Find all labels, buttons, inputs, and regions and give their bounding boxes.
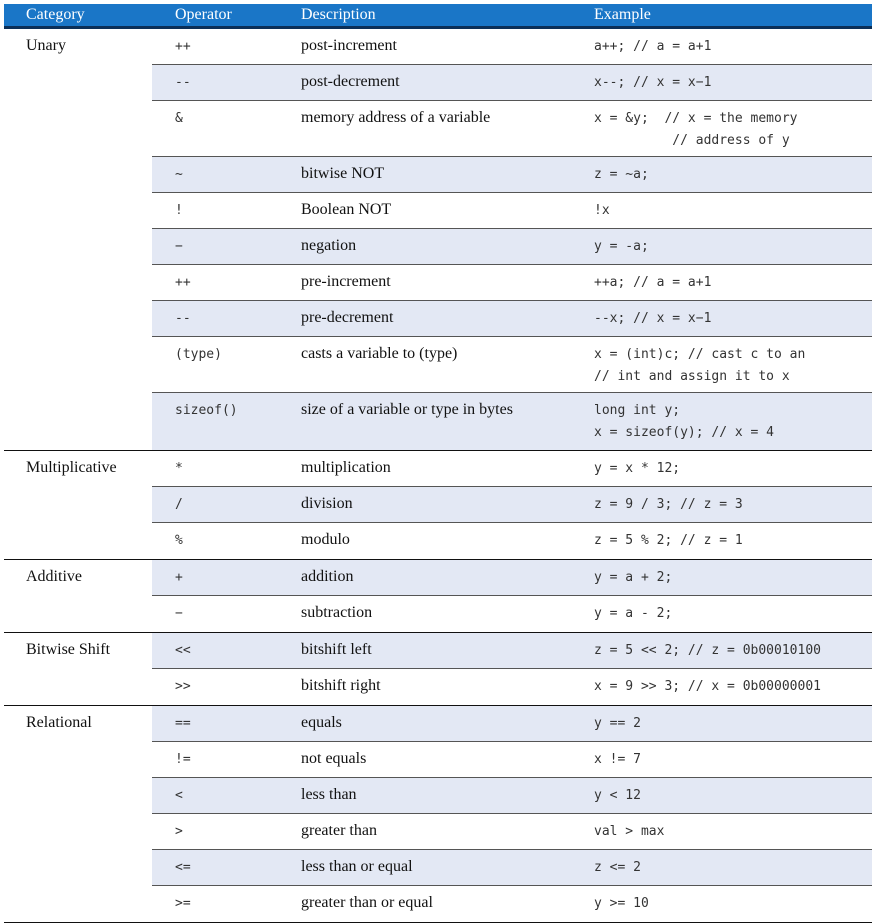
description-cell: greater than or equal	[301, 894, 433, 911]
example-cell: y >= 10	[594, 896, 649, 911]
header-example: Example	[594, 6, 651, 23]
example-cell: --x; // x = x−1	[594, 311, 712, 326]
table-header	[4, 4, 872, 29]
description-cell: post-decrement	[301, 73, 400, 90]
header-operator: Operator	[175, 6, 232, 23]
example-cell: long int y; x = sizeof(y); // x = 4	[594, 403, 775, 440]
operator-cell: &	[175, 111, 183, 126]
description-cell: addition	[301, 568, 354, 585]
example-cell: a++; // a = a+1	[594, 39, 712, 54]
table-row	[152, 229, 872, 265]
table-row	[152, 101, 872, 157]
description-cell: size of a variable or type in bytes	[301, 401, 513, 418]
operator-cell: −	[175, 606, 183, 621]
table-row	[152, 487, 872, 523]
operator-cell: ++	[175, 275, 191, 290]
category-group	[4, 706, 872, 923]
table-row	[152, 451, 872, 487]
description-cell: equals	[301, 714, 342, 731]
description-cell: negation	[301, 237, 357, 254]
description-cell: Boolean NOT	[301, 201, 392, 218]
example-cell: z = 5 % 2; // z = 1	[594, 533, 743, 548]
example-cell: ++a; // a = a+1	[594, 275, 712, 290]
operator-cell: >>	[175, 679, 191, 694]
category-label: Relational	[26, 714, 92, 731]
operator-cell: *	[175, 461, 183, 476]
description-cell: modulo	[301, 531, 350, 548]
example-cell: x = &y; // x = the memory // address of y	[594, 111, 798, 148]
table-row	[152, 560, 872, 596]
example-cell: val > max	[594, 824, 665, 839]
category-group	[4, 633, 872, 706]
table-row	[152, 850, 872, 886]
description-cell: bitshift left	[301, 641, 372, 658]
operator-cell: >=	[175, 896, 191, 911]
example-cell: x--; // x = x−1	[594, 75, 712, 90]
table-row	[152, 886, 872, 922]
example-cell: y == 2	[594, 716, 641, 731]
table-row	[152, 157, 872, 193]
example-cell: y = a - 2;	[594, 606, 673, 621]
operator-cell: ~	[175, 167, 183, 182]
table-row	[152, 337, 872, 393]
operator-cell: /	[175, 497, 183, 512]
table-row	[152, 65, 872, 101]
description-cell: multiplication	[301, 459, 391, 476]
category-label: Additive	[26, 568, 82, 585]
table-row	[152, 523, 872, 559]
category-group	[4, 29, 872, 451]
category-label: Multiplicative	[26, 459, 117, 476]
description-cell: bitshift right	[301, 677, 381, 694]
operator-cell: !=	[175, 752, 191, 767]
description-cell: pre-decrement	[301, 309, 394, 326]
example-cell: z = ~a;	[594, 167, 649, 182]
example-cell: y < 12	[594, 788, 641, 803]
operator-cell: ==	[175, 716, 191, 731]
operator-cell: sizeof()	[175, 403, 238, 418]
operator-cell: <<	[175, 643, 191, 658]
description-cell: bitwise NOT	[301, 165, 385, 182]
operator-cell: >	[175, 824, 183, 839]
table-row	[152, 778, 872, 814]
description-cell: pre-increment	[301, 273, 391, 290]
operator-cell: (type)	[175, 347, 222, 362]
operator-cell: ++	[175, 39, 191, 54]
operator-cell: %	[175, 533, 183, 548]
example-cell: x = 9 >> 3; // x = 0b00000001	[594, 679, 821, 694]
description-cell: less than	[301, 786, 357, 803]
operator-cell: --	[175, 311, 191, 326]
table-row	[152, 669, 872, 705]
table-row	[152, 742, 872, 778]
table-row	[152, 265, 872, 301]
header-description: Description	[301, 6, 376, 23]
table-row	[152, 301, 872, 337]
description-cell: greater than	[301, 822, 377, 839]
operator-table	[4, 4, 872, 923]
operator-cell: --	[175, 75, 191, 90]
example-cell: y = -a;	[594, 239, 649, 254]
example-cell: y = x * 12;	[594, 461, 681, 476]
example-cell: z <= 2	[594, 860, 641, 875]
example-cell: !x	[594, 203, 610, 218]
table-row	[152, 633, 872, 669]
table-body	[4, 29, 872, 923]
table-row	[152, 29, 872, 65]
description-cell: subtraction	[301, 604, 373, 621]
example-cell: y = a + 2;	[594, 570, 673, 585]
category-label: Unary	[26, 37, 66, 54]
operator-cell: !	[175, 203, 183, 218]
category-group	[4, 560, 872, 633]
table-row	[152, 596, 872, 632]
example-cell: x != 7	[594, 752, 641, 767]
operator-cell: −	[175, 239, 183, 254]
category-group	[4, 451, 872, 560]
operator-cell: <=	[175, 860, 191, 875]
description-cell: division	[301, 495, 353, 512]
description-cell: post-increment	[301, 37, 397, 54]
example-cell: z = 9 / 3; // z = 3	[594, 497, 743, 512]
table-row	[152, 706, 872, 742]
example-cell: x = (int)c; // cast c to an // int and assign it to x	[594, 347, 806, 384]
operator-cell: <	[175, 788, 183, 803]
table-row	[152, 193, 872, 229]
description-cell: less than or equal	[301, 858, 413, 875]
table-row	[152, 814, 872, 850]
category-label: Bitwise Shift	[26, 641, 111, 658]
example-cell: z = 5 << 2; // z = 0b00010100	[594, 643, 821, 658]
description-cell: casts a variable to (type)	[301, 345, 458, 362]
operator-cell: +	[175, 570, 183, 585]
description-cell: not equals	[301, 750, 367, 767]
table-row	[152, 393, 872, 450]
header-category: Category	[26, 6, 85, 23]
description-cell: memory address of a variable	[301, 109, 491, 126]
